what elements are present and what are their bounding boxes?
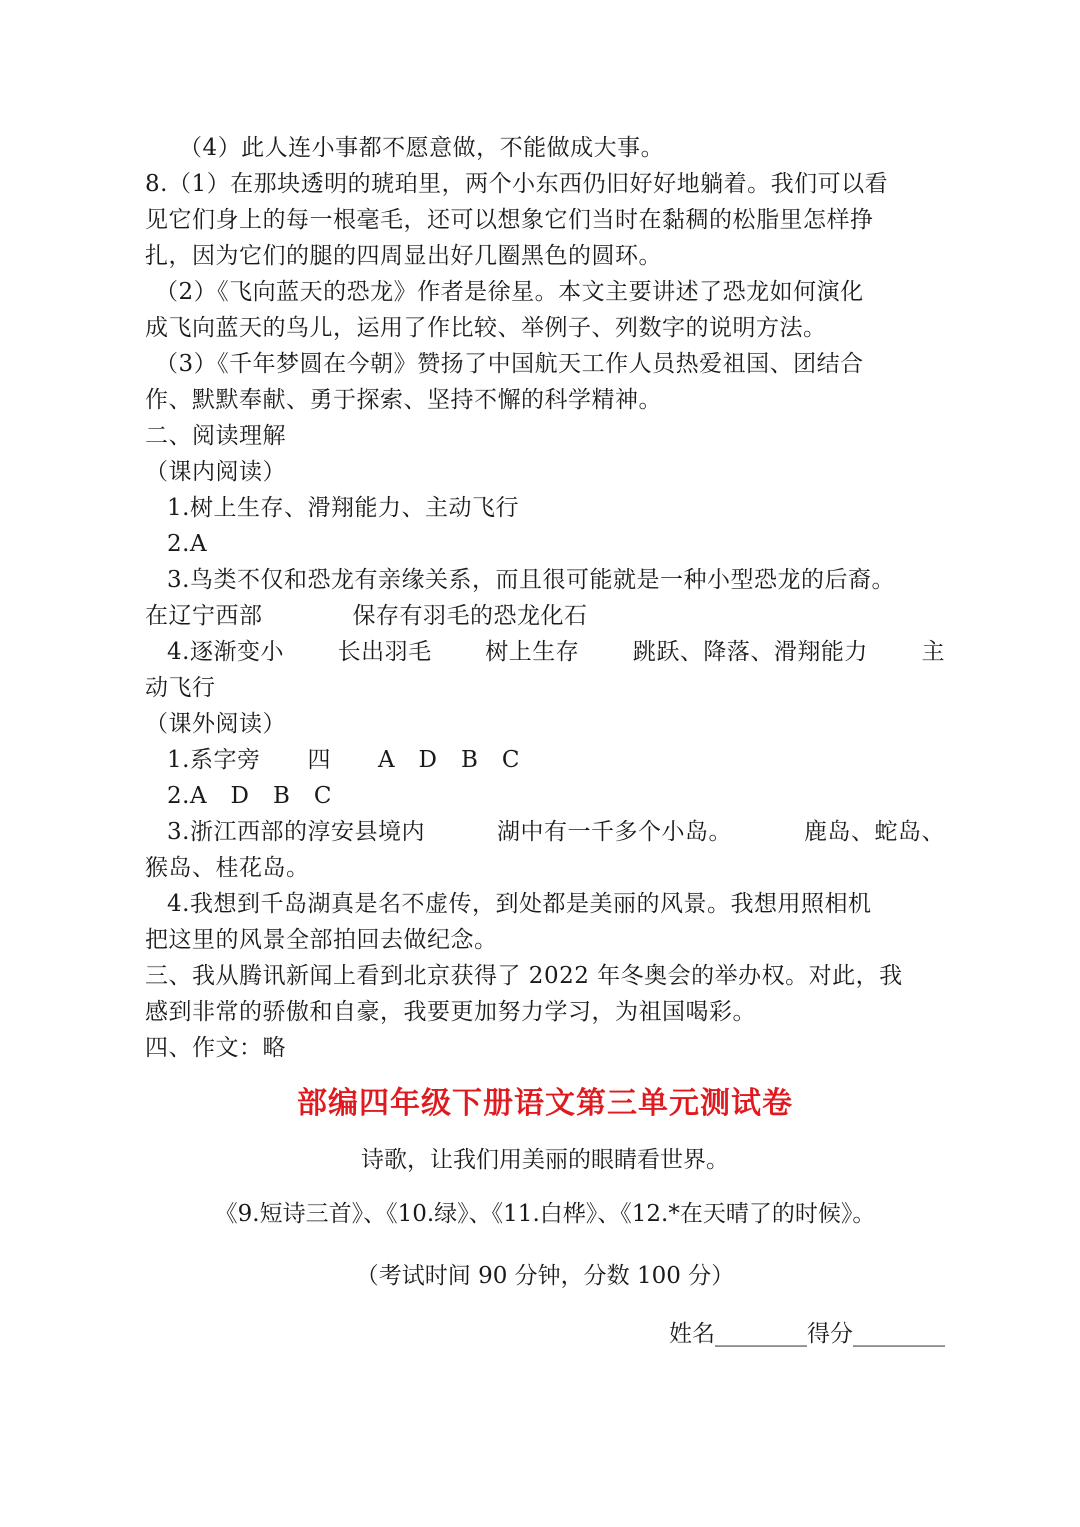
outclass-answer-4-line-2: 把这里的风景全部拍回去做纪念。 xyxy=(145,927,498,953)
answer-8-1-line-2: 见它们身上的每一根毫毛，还可以想象它们当时在黏稠的松脂里怎样挣 xyxy=(145,207,874,233)
inclass-answer-3-part-b: 保存有羽毛的恐龙化石 xyxy=(352,603,588,629)
inclass-reading-label: （课内阅读） xyxy=(145,459,286,485)
outclass-answer-1: 1.系字旁 四 A D B C xyxy=(167,747,520,773)
name-score-line: 姓名________得分________ xyxy=(669,1321,945,1347)
outclass-answer-3-part-2: 湖中有一千多个小岛。 xyxy=(496,819,732,845)
inclass-answer-3-line-2 xyxy=(145,598,945,634)
inclass-answer-1: 1.树上生存、滑翔能力、主动飞行 xyxy=(167,495,519,521)
section-2-heading: 二、阅读理解 xyxy=(145,423,286,449)
exam-info: （考试时间 90 分钟，分数 100 分） xyxy=(355,1263,735,1289)
inclass-answer-2: 2.A xyxy=(167,531,208,557)
inclass-answer-4-part-1: 4.逐渐变小 xyxy=(167,639,284,665)
answer-8-3-line-2: 作、默默奉献、勇于探索、坚持不懈的科学精神。 xyxy=(145,387,662,413)
inclass-answer-4-line-2: 动飞行 xyxy=(145,675,216,701)
section-3-line-2: 感到非常的骄傲和自豪，我要更加努力学习，为祖国喝彩。 xyxy=(145,999,756,1025)
answer-8-2-line-1: （2）《飞向蓝天的恐龙》作者是徐星。本文主要讲述了恐龙如何演化 xyxy=(155,279,864,305)
answer-8-1-line-1: 8.（1）在那块透明的琥珀里，两个小东西仍旧好好地躺着。我们可以看 xyxy=(145,171,889,197)
document-page xyxy=(145,130,945,1352)
outclass-answer-3-part-1: 3.浙江西部的淳安县境内 xyxy=(167,819,425,845)
inclass-answer-3-line-1: 3.鸟类不仅和恐龙有亲缘关系，而且很可能就是一种小型恐龙的后裔。 xyxy=(167,567,895,593)
test-title: 部编四年级下册语文第三单元测试卷 xyxy=(297,1086,793,1121)
answer-8-3-line-1: （3）《千年梦圆在今朝》赞扬了中国航天工作人员热爱祖国、团结合 xyxy=(155,351,864,377)
section-4-heading: 四、作文：略 xyxy=(145,1035,286,1061)
answer-7-4: （4）此人连小事都不愿意做，不能做成大事。 xyxy=(179,135,665,161)
outclass-answer-3-part-3: 鹿岛、蛇岛、 xyxy=(803,819,945,845)
inclass-answer-4-line-1 xyxy=(145,634,945,670)
answer-8-1-line-3: 扎，因为它们的腿的四周显出好几圈黑色的圆环。 xyxy=(145,243,662,269)
inclass-answer-3-part-a: 在辽宁西部 xyxy=(145,603,263,629)
outclass-answer-4-line-1: 4.我想到千岛湖真是名不虚传，到处都是美丽的风景。我想用照相机 xyxy=(167,891,872,917)
outclass-reading-label: （课外阅读） xyxy=(145,711,286,737)
inclass-answer-4-part-3: 树上生存 xyxy=(485,639,580,665)
test-theme: 诗歌，让我们用美丽的眼睛看世界。 xyxy=(361,1147,729,1173)
section-3-line-1: 三、我从腾讯新闻上看到北京获得了 2022 年冬奥会的举办权。对此，我 xyxy=(145,963,903,989)
test-lessons: 《9.短诗三首》、《10.绿》、《11.白桦》、《12.*在天晴了的时候》。 xyxy=(214,1201,876,1227)
inclass-answer-4-part-5: 主 xyxy=(921,639,945,665)
outclass-answer-3-line-1 xyxy=(145,814,945,850)
outclass-answer-3-line-2: 猴岛、桂花岛。 xyxy=(145,855,310,881)
inclass-answer-4-part-4: 跳跃、降落、滑翔能力 xyxy=(632,639,868,665)
answer-8-2-line-2: 成飞向蓝天的鸟儿，运用了作比较、举例子、列数字的说明方法。 xyxy=(145,315,827,341)
outclass-answer-2: 2.A D B C xyxy=(167,783,332,809)
inclass-answer-4-part-2: 长出羽毛 xyxy=(337,639,432,665)
